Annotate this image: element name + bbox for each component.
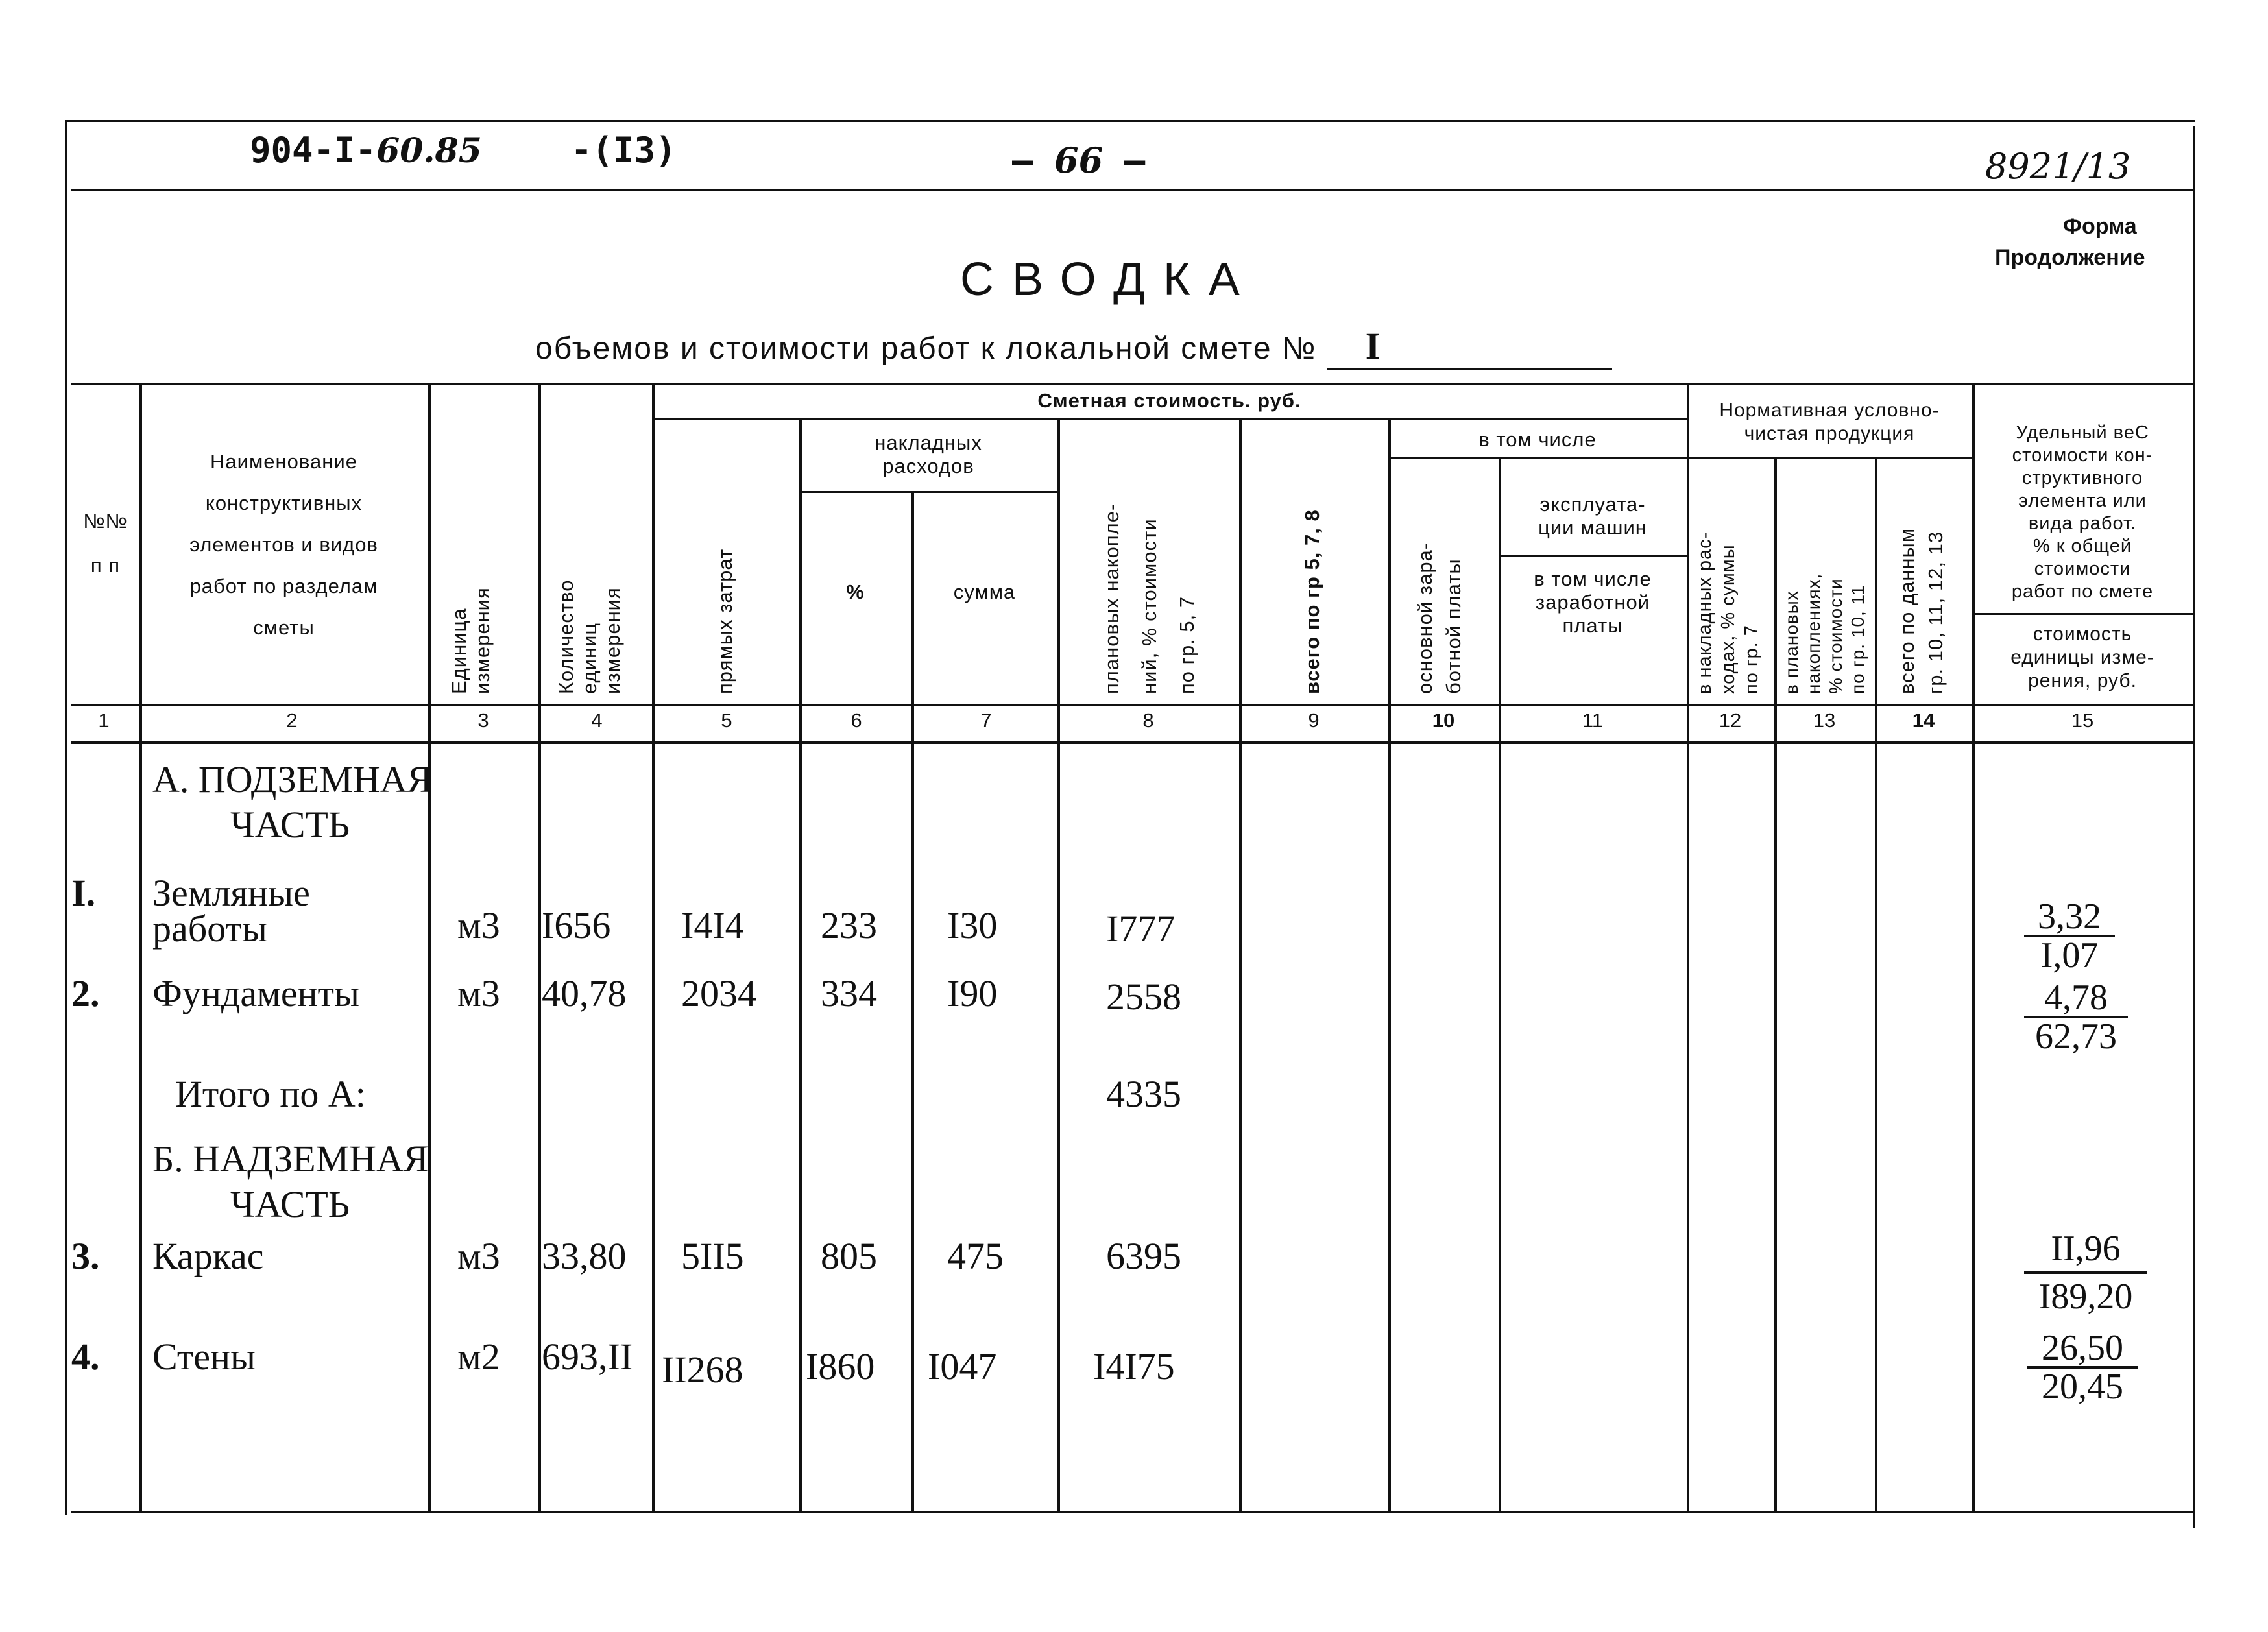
row-3-planned: 6395 (1106, 1235, 1181, 1277)
col-sep-6 (911, 491, 914, 1511)
machines-rule (1499, 555, 1687, 557)
col-number-8: 8 (1142, 709, 1154, 732)
col-sep-11 (1687, 383, 1689, 1511)
document-code (250, 130, 482, 171)
incl-rule (1388, 457, 1687, 459)
section-a-total-value: 4335 (1106, 1073, 1181, 1115)
document-code-printed: 904-I- (250, 130, 377, 171)
row-4-planned: I4I75 (1093, 1345, 1175, 1387)
row-1-share: 3,32 (2024, 898, 2115, 937)
header-overhead-pct: % (846, 581, 865, 603)
page-number (1012, 139, 1145, 181)
row-1-overhead-sum: I30 (947, 904, 998, 946)
table-top-rule (71, 383, 2193, 385)
document-title: СВОДКА (960, 254, 1258, 306)
cost-group-rule (652, 418, 1687, 420)
header-rule (71, 189, 2193, 191)
header-planned: плановых накопле- ний, % стоимости по гр. 5, 7 (1100, 503, 1198, 694)
form-label: Форма (2063, 214, 2137, 239)
row-1-name-1: Земляные (152, 872, 310, 914)
header-norm-total: всего по данным гр. 10, 11, 12, 13 (1896, 527, 1947, 694)
col-number-11: 11 (1582, 709, 1604, 732)
row-4-direct: II268 (662, 1349, 743, 1391)
col-number-14: 14 (1912, 709, 1935, 732)
overhead-rule (801, 491, 1057, 493)
col-number-2: 2 (286, 709, 298, 732)
section-b-title-2: ЧАСТЬ (230, 1183, 350, 1225)
row-2-qty: 40,78 (542, 972, 627, 1014)
row-1-qty: I656 (542, 904, 611, 946)
document-subtitle (535, 324, 1612, 370)
row-1-num: I. (71, 872, 96, 914)
col-number-7: 7 (980, 709, 992, 732)
header-name: Наименование конструктивных элементов и видов работ по разделам сметы (189, 450, 378, 639)
header-incl: в том числе (1478, 428, 1597, 451)
row-4-unit: м2 (457, 1336, 500, 1378)
row-1-planned: I777 (1106, 907, 1176, 950)
row-2-unit-cost: 62,73 (2035, 1016, 2117, 1057)
col-sep-13 (1875, 457, 1877, 1511)
page-dash-right: — (1124, 140, 1146, 181)
frame-top (65, 120, 2195, 122)
row-3-share-fraction (2024, 1226, 2147, 1319)
page-number-handwritten: 66 (1054, 139, 1104, 181)
row-2-overhead-pct: 334 (821, 972, 877, 1014)
header-cost-group: Сметная стоимость. руб. (1037, 389, 1301, 412)
row-4-num: 4. (71, 1336, 100, 1378)
header-unit: Единица измерения (448, 587, 494, 694)
row-1-share-fraction (2024, 898, 2115, 974)
col-sep-3 (538, 383, 541, 1511)
col-number-10: 10 (1432, 709, 1455, 732)
header-overhead-sum: сумма (953, 581, 1016, 603)
row-2-num: 2. (71, 972, 100, 1014)
row-1-unit-cost: I,07 (2040, 935, 2099, 976)
col-number-5: 5 (721, 709, 732, 732)
section-b-title-1: Б. НАДЗЕМНАЯ (152, 1138, 429, 1180)
col-number-3: 3 (477, 709, 489, 732)
row-2-planned: 2558 (1106, 976, 1181, 1018)
normative-rule (1687, 457, 1972, 459)
row-3-unit-cost: I89,20 (2038, 1277, 2133, 1317)
row-1-direct: I4I4 (681, 904, 744, 946)
header-norm-overhead: в накладных рас- ходах, % суммы по гр. 7 (1695, 531, 1762, 694)
section-a-total-label: Итого по А: (175, 1073, 366, 1115)
section-a-title-2: ЧАСТЬ (230, 804, 350, 846)
col-number-15: 15 (2071, 709, 2094, 732)
col-sep-9 (1388, 418, 1391, 1511)
row-3-overhead-sum: 475 (947, 1235, 1004, 1277)
row-2-share-fraction (2024, 979, 2128, 1055)
header-machines-wages: в том числе заработной платы (1534, 568, 1652, 637)
table-bottom-rule (71, 1511, 2193, 1513)
estimate-number: I (1327, 324, 1612, 370)
row-3-share: II,96 (2024, 1226, 2147, 1274)
frame-right (2193, 126, 2195, 1528)
col-sep-7 (1057, 418, 1060, 1511)
row-4-share-fraction (2027, 1330, 2138, 1405)
row-3-qty: 33,80 (542, 1235, 627, 1277)
header-direct: прямых затрат (714, 548, 736, 694)
row-4-overhead-sum: I047 (928, 1345, 997, 1387)
row-1-unit: м3 (457, 904, 500, 946)
header-unit-cost: стоимость единицы изме- рения, руб. (2010, 623, 2154, 691)
row-3-overhead-pct: 805 (821, 1235, 877, 1277)
col-sep-8 (1239, 418, 1242, 1511)
row-2-unit: м3 (457, 972, 500, 1014)
col-number-13: 13 (1813, 709, 1836, 732)
col-number-12: 12 (1719, 709, 1742, 732)
col-number-9: 9 (1308, 709, 1320, 732)
sheet-number: 8921/13 (1985, 146, 2131, 187)
document-code-handwritten: 60.85 (376, 131, 482, 171)
row-2-share: 4,78 (2024, 979, 2128, 1018)
header-qty: Количество единиц измерения (555, 579, 624, 694)
row-2-overhead-sum: I90 (947, 972, 998, 1014)
header-normative: Нормативная условно- чистая продукция (1719, 400, 1940, 444)
row-4-share: 26,50 (2027, 1330, 2138, 1369)
row-4-overhead-pct: I860 (806, 1345, 875, 1387)
section-a-title-1: А. ПОДЗЕМНАЯ (152, 758, 433, 800)
row-3-num: 3. (71, 1235, 100, 1277)
share-rule (1972, 613, 2193, 615)
header-share: Удельный веС стоимости кон- структивного элемента или вида работ. % к общей стоимости работ по смете (2011, 422, 2154, 602)
row-1-overhead-pct: 233 (821, 904, 877, 946)
col-sep-2 (428, 383, 431, 1511)
col-sep-12 (1774, 457, 1777, 1511)
row-2-direct: 2034 (681, 972, 756, 1014)
row-3-unit: м3 (457, 1235, 500, 1277)
header-total: всего по гр 5, 7, 8 (1301, 509, 1323, 694)
page-dash-left: — (1012, 140, 1033, 181)
row-1-name-2: работы (152, 907, 267, 950)
header-machines: эксплуата- ции машин (1538, 493, 1647, 539)
row-4-name-1: Стены (152, 1336, 256, 1378)
header-norm-planned: в плановых накоплениях, % стоимости по гр. 10, 11 (1781, 573, 1868, 694)
row-3-name-1: Каркас (152, 1235, 264, 1277)
row-3-direct: 5II5 (681, 1235, 744, 1277)
header-wages: основной зара- ботной платы (1414, 542, 1465, 694)
frame-left (65, 120, 67, 1515)
col-number-6: 6 (850, 709, 862, 732)
row-4-qty: 693,II (542, 1336, 633, 1378)
header-num: №№ п п (83, 510, 128, 577)
header-overhead: накладных расходов (875, 431, 982, 477)
row-2-name-1: Фундаменты (152, 972, 359, 1014)
col-sep-4 (652, 383, 655, 1511)
continued-label: Продолжение (1995, 245, 2145, 270)
subtitle-text: объемов и стоимости работ к локальной смете № (535, 331, 1317, 366)
col-number-1: 1 (98, 709, 110, 732)
row-4-unit-cost: 20,45 (2042, 1367, 2123, 1407)
col-number-4: 4 (591, 709, 603, 732)
document-code-suffix: -(I3) (571, 130, 677, 171)
